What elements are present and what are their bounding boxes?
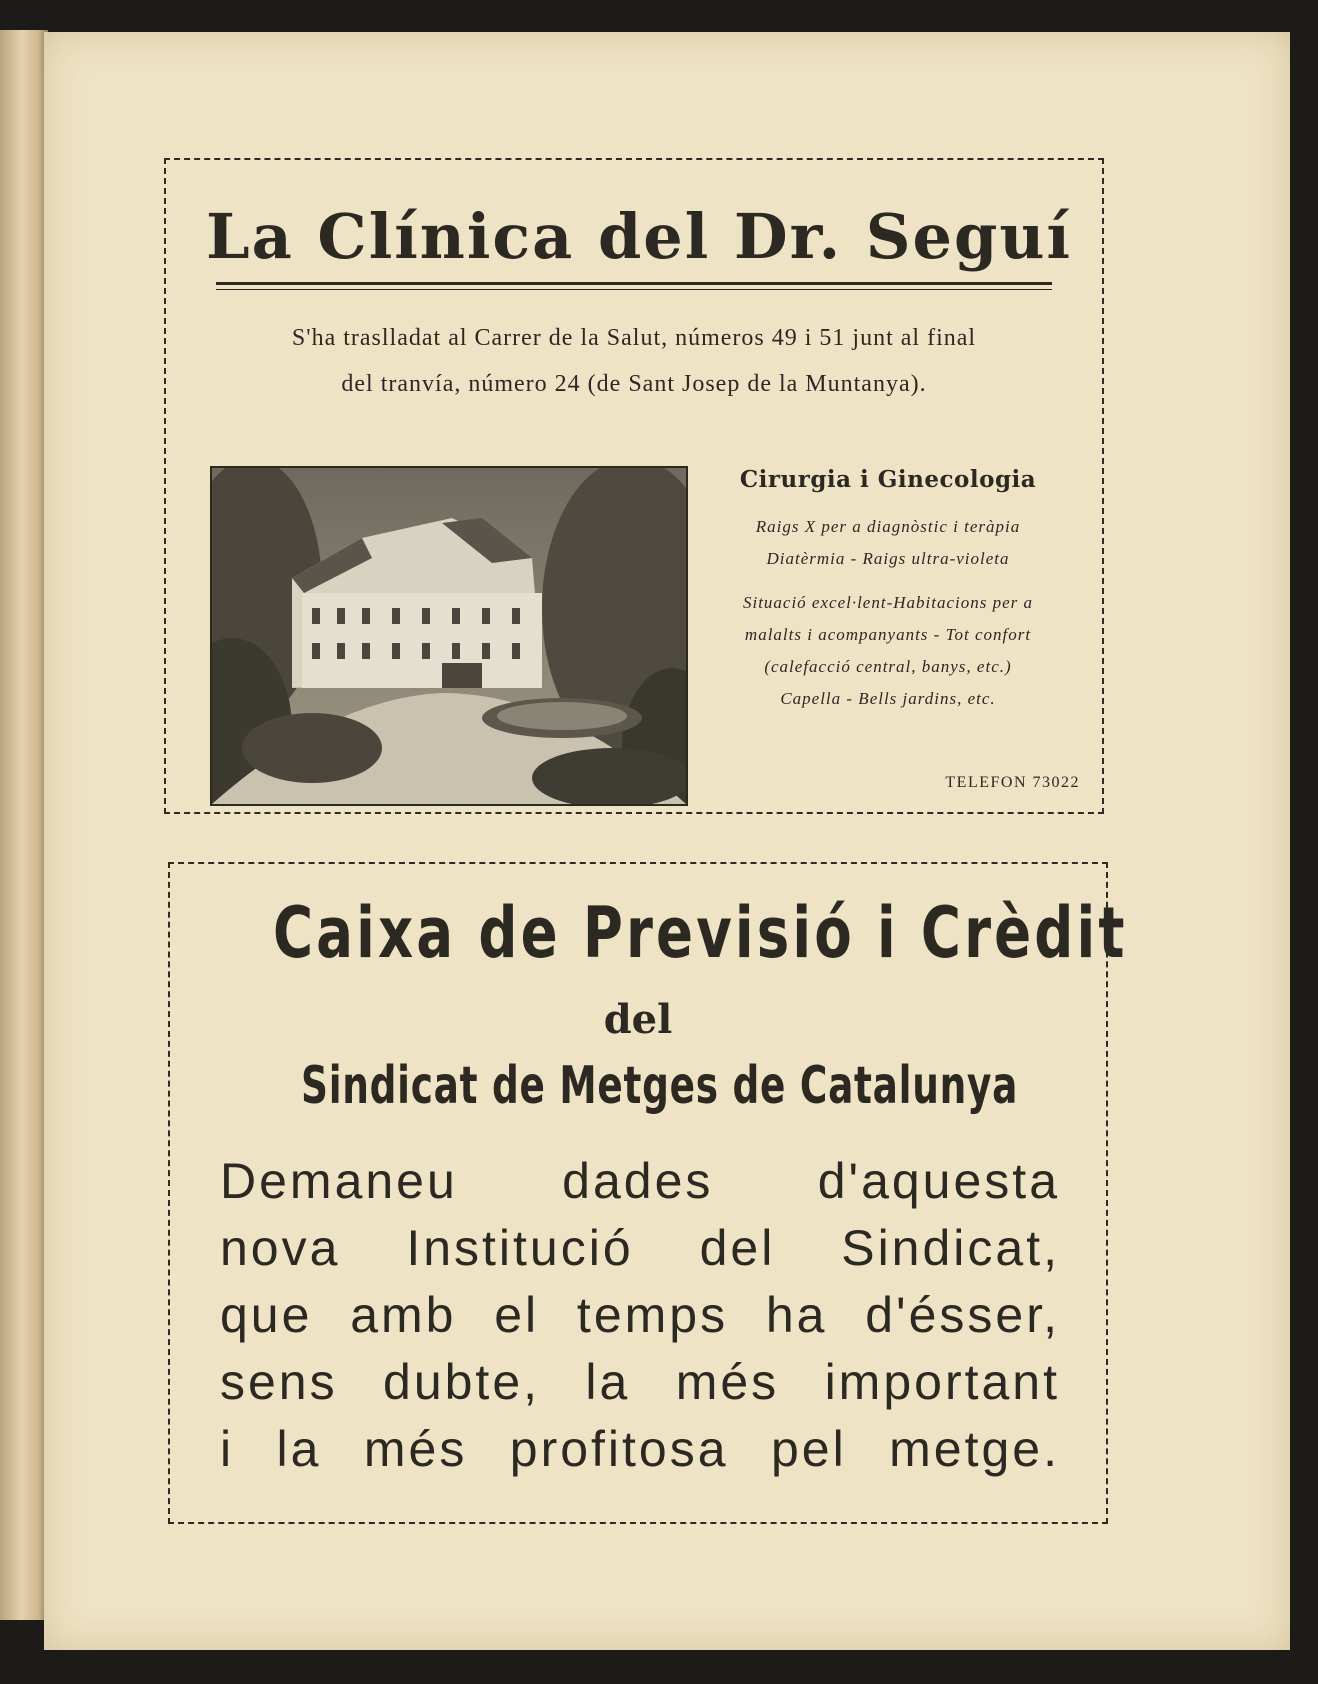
services-line: Raigs X per a diagnòstic i teràpia	[755, 517, 1021, 536]
caixa-body-line: sens dubte, la més important	[220, 1354, 1060, 1410]
services-line: Capella - Bells jardins, etc.	[780, 689, 996, 708]
page	[44, 32, 1290, 1650]
title-rule	[216, 282, 1052, 285]
clinic-address	[206, 315, 1062, 407]
caixa-advertisement	[168, 862, 1128, 1524]
services-line: (calefacció central, banys, etc.)	[764, 657, 1012, 676]
title-rule-thin	[216, 289, 1052, 290]
caixa-body-line: nova Institució del Sindicat,	[220, 1220, 1060, 1276]
clinic-advertisement	[164, 158, 1104, 814]
address-line-1: S'ha traslladat al Carrer de la Salut, números 49 i 51 junt al final	[291, 325, 977, 351]
services-line: Situació excel·lent-Habitacions per a	[742, 593, 1034, 612]
caixa-body-line: Demaneu dades d'aquesta	[220, 1153, 1060, 1209]
building-illustration	[212, 468, 686, 804]
caixa-body-line: que amb el temps ha d'ésser,	[220, 1287, 1060, 1343]
caixa-del: del	[603, 996, 673, 1043]
address-line-2: del tranvía, número 24 (de Sant Josep de la Muntanya).	[341, 371, 927, 397]
book-spine	[0, 30, 48, 1620]
services-heading: Cirurgia i Ginecologia	[739, 466, 1037, 493]
caixa-body-line: i la més profitosa pel metge.	[220, 1421, 1060, 1477]
clinic-building-photo	[210, 466, 688, 806]
clinic-telephone: TELEFON 73022	[945, 774, 1080, 791]
caixa-title: Caixa de Previsió i Crèdit	[272, 892, 1128, 974]
clinic-services	[698, 466, 1078, 715]
clinic-title: La Clínica del Dr. Seguí	[206, 200, 1072, 273]
caixa-body	[220, 1148, 1060, 1483]
services-line: malalts i acompanyants - Tot confort	[744, 625, 1032, 644]
caixa-subtitle: Sindicat de Metges de Catalunya	[301, 1056, 1019, 1116]
services-line: Diatèrmia - Raigs ultra-violeta	[766, 549, 1010, 568]
